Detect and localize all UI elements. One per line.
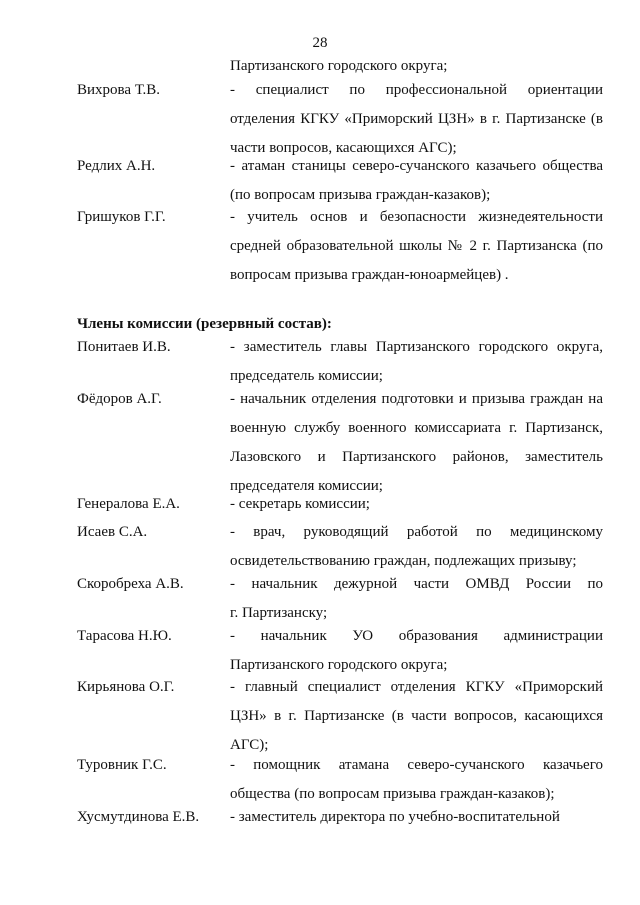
role-line: - заместитель главы Партизанского городского округа, <box>230 339 603 355</box>
section-heading: Члены комиссии (резервный состав): <box>77 316 332 332</box>
member-name: Вихрова Т.В. <box>77 82 160 98</box>
member-role <box>230 152 603 210</box>
role-line: АГС); <box>230 737 269 753</box>
role-line: г. Партизанску; <box>230 605 328 621</box>
role-line: председателя комиссии; <box>230 478 383 494</box>
role-line: общества (по вопросам призыва граждан-казаков); <box>230 786 555 802</box>
member-name: Кирьянова О.Г. <box>77 679 175 695</box>
member-role <box>230 333 603 391</box>
role-line: отделения КГКУ «Приморский ЦЗН» в г. Партизанске (в <box>230 111 603 127</box>
member-role <box>230 76 603 163</box>
role-line: - учитель основ и безопасности жизнедеятельности <box>230 209 603 225</box>
member-role <box>230 385 603 501</box>
member-role <box>230 490 603 519</box>
role-line: Лазовского и Партизанского районов, заместитель <box>230 449 603 465</box>
continuation-text: Партизанского городского округа; <box>230 58 448 74</box>
role-line: ЦЗН» в г. Партизанске (в части вопросов, касающихся <box>230 708 603 724</box>
role-line: председатель комиссии; <box>230 368 383 384</box>
member-role <box>230 673 603 760</box>
role-line: - помощник атамана северо-сучанского казачьего <box>230 757 603 773</box>
member-name: Редлих А.Н. <box>77 158 156 174</box>
member-name: Понитаев И.В. <box>77 339 171 355</box>
member-name: Скоробреха А.В. <box>77 576 184 592</box>
role-line: Партизанского городского округа; <box>230 657 448 673</box>
role-line: средней образовательной школы № 2 г. Партизанска (по <box>230 238 603 254</box>
role-line: военную службу военного комиссариата г. Партизанск, <box>230 420 603 436</box>
role-line: части вопросов, касающихся АГС); <box>230 140 457 156</box>
role-line: (по вопросам призыва граждан-казаков); <box>230 187 491 203</box>
role-line: освидетельствованию граждан, подлежащих призыву; <box>230 553 577 569</box>
member-name: Туровник Г.С. <box>77 757 167 773</box>
member-name: Генералова Е.А. <box>77 496 180 512</box>
role-line: - секретарь комиссии; <box>230 496 370 512</box>
member-name: Исаев С.А. <box>77 524 148 540</box>
role-line: - начальник УО образования администрации <box>230 628 603 644</box>
member-role <box>230 751 603 809</box>
page-number: 28 <box>312 35 328 51</box>
role-line: - главный специалист отделения КГКУ «Приморский <box>230 679 603 695</box>
role-line: - атаман станицы северо-сучанского казачьего общества <box>230 158 603 174</box>
member-name: Хусмутдинова Е.В. <box>77 809 200 825</box>
member-role <box>230 570 603 628</box>
role-line: - начальник отделения подготовки и призыва граждан на <box>230 391 603 407</box>
role-line: вопросам призыва граждан-юноармейцев) . <box>230 267 509 283</box>
member-role <box>230 622 603 680</box>
member-name: Фёдоров А.Г. <box>77 391 162 407</box>
member-role <box>230 803 603 832</box>
member-name: Гришуков Г.Г. <box>77 209 166 225</box>
member-name: Тарасова Н.Ю. <box>77 628 172 644</box>
member-role <box>230 203 603 290</box>
role-line: - врач, руководящий работой по медицинскому <box>230 524 603 540</box>
role-line: - заместитель директора по учебно-воспитательной <box>230 809 560 825</box>
role-line: - начальник дежурной части ОМВД России по <box>230 576 603 592</box>
role-line: - специалист по профессиональной ориентации <box>230 82 603 98</box>
member-role <box>230 518 603 576</box>
